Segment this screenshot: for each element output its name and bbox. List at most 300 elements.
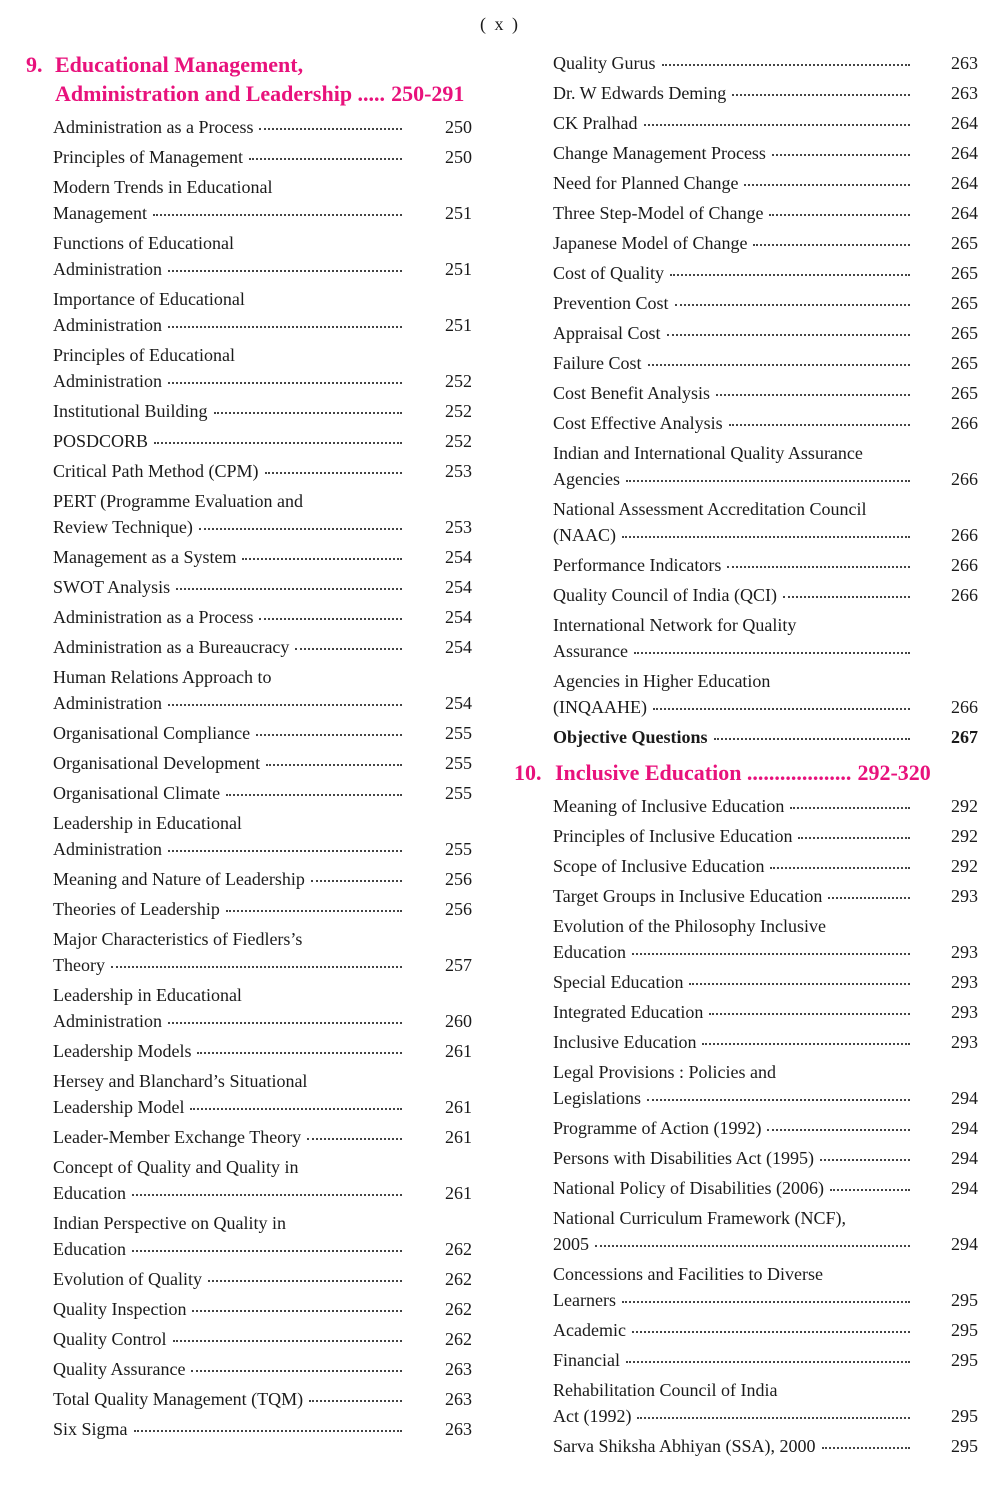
toc-entry-label: Management as a System (53, 547, 237, 567)
toc-entry-label: Review Technique) (53, 517, 193, 537)
toc-entry-page: 250 (445, 117, 472, 137)
toc-entry-page: 255 (445, 753, 472, 773)
toc-entry-page: 255 (445, 783, 472, 803)
toc-entry (26, 342, 482, 394)
dot-leader (709, 1012, 910, 1015)
toc-entry-first-line: Major Characteristics of Fiedlers’s (53, 929, 303, 949)
toc-entry-page: 266 (951, 555, 978, 575)
toc-entry-page: 251 (445, 259, 472, 279)
toc-entry-first-line: Rehabilitation Council of India (553, 1380, 778, 1400)
dot-leader (311, 879, 402, 882)
toc-entry (26, 1154, 482, 1206)
toc-entry-first-line: Hersey and Blanchard’s Situational (53, 1071, 308, 1091)
dot-leader (753, 243, 910, 246)
dot-leader (259, 617, 402, 620)
dot-leader (173, 1339, 403, 1342)
toc-entry-row (53, 574, 482, 600)
toc-entry-row (53, 312, 482, 338)
toc-entry-label: Administration as a Process (53, 117, 254, 137)
toc-entry (26, 428, 482, 454)
dot-leader (168, 849, 402, 852)
toc-entry-label: Legislations (553, 1088, 641, 1108)
toc-entry (26, 286, 482, 338)
toc-entry (514, 290, 984, 316)
toc-entry (514, 1433, 984, 1459)
dot-leader (168, 1021, 402, 1024)
toc-entry (26, 604, 482, 630)
dot-leader (153, 213, 402, 216)
toc-right-column (514, 50, 984, 1463)
dot-leader (190, 1107, 402, 1110)
toc-entry-page: 254 (445, 693, 472, 713)
toc-entry-page: 254 (445, 637, 472, 657)
toc-entry-page: 262 (445, 1329, 472, 1349)
toc-entry (26, 982, 482, 1034)
toc-entry (514, 320, 984, 346)
dot-leader (259, 127, 402, 130)
toc-entry-row (553, 410, 984, 436)
toc-entry-label: Administration (53, 1011, 162, 1031)
dot-leader (168, 325, 402, 328)
toc-entry-page: 261 (445, 1097, 472, 1117)
toc-entry-first-line: Functions of Educational (53, 233, 234, 253)
dot-leader (595, 1244, 910, 1247)
toc-entry-label: Administration as a Process (53, 607, 254, 627)
toc-entry-row (553, 170, 984, 196)
toc-entry (26, 1356, 482, 1382)
toc-entry-row (53, 780, 482, 806)
toc-entry-page: 252 (445, 401, 472, 421)
chapter-number: 10. (514, 760, 542, 785)
toc-entry-label: Organisational Development (53, 753, 261, 773)
toc-entry-row (553, 466, 984, 492)
toc-entry-row (53, 428, 482, 454)
toc-entry-row (553, 110, 984, 136)
toc-entry (514, 668, 984, 720)
toc-entry-label: Need for Planned Change (553, 173, 739, 193)
toc-entry-label: Sarva Shiksha Abhiyan (SSA), 2000 (553, 1436, 816, 1456)
toc-entry (26, 174, 482, 226)
toc-entry-page: 292 (951, 856, 978, 876)
dot-leader (702, 1042, 910, 1045)
dot-leader (622, 535, 910, 538)
toc-entry-page: 266 (951, 525, 978, 545)
dot-leader (226, 793, 402, 796)
toc-entry-row (53, 1266, 482, 1292)
toc-entry-page: 265 (951, 383, 978, 403)
dot-leader (191, 1369, 402, 1372)
toc-entry-row (53, 1180, 482, 1206)
dot-leader (295, 647, 402, 650)
dot-leader (176, 587, 402, 590)
toc-entry-page: 251 (445, 203, 472, 223)
toc-entry-page: 257 (445, 955, 472, 975)
toc-entry (514, 140, 984, 166)
toc-entry-row (53, 896, 482, 922)
toc-entry-row (53, 866, 482, 892)
toc-entry-row (53, 1386, 482, 1412)
toc-entry-first-line: PERT (Programme Evaluation and (53, 491, 304, 511)
dot-leader (714, 737, 911, 740)
toc-entry-label: Target Groups in Inclusive Education (553, 886, 823, 906)
toc-entry (26, 866, 482, 892)
dot-leader (632, 952, 910, 955)
toc-entry-label: CK Pralhad (553, 113, 638, 133)
dot-leader (249, 157, 402, 160)
toc-entry-row (53, 1296, 482, 1322)
toc-entry-row (553, 1403, 984, 1429)
toc-entry-label: Cost Effective Analysis (553, 413, 723, 433)
toc-entry-page: 265 (951, 353, 978, 373)
toc-entry-row (53, 368, 482, 394)
toc-entry (26, 896, 482, 922)
toc-entry-page: 260 (445, 1011, 472, 1031)
toc-entry (514, 496, 984, 548)
toc-entry-row (553, 80, 984, 106)
toc-entry-label: Quality Inspection (53, 1299, 187, 1319)
dot-leader (132, 1193, 402, 1196)
dot-leader (830, 1188, 910, 1191)
toc-entry (514, 170, 984, 196)
toc-entry (26, 1416, 482, 1442)
toc-entry-first-line: Agencies in Higher Education (553, 671, 771, 691)
dot-leader (729, 423, 910, 426)
dot-leader (168, 381, 402, 384)
dot-leader (732, 93, 910, 96)
toc-entry-page: 294 (951, 1234, 978, 1254)
toc-entry-page: 262 (445, 1299, 472, 1319)
toc-entry-page: 263 (445, 1359, 472, 1379)
toc-entry-page: 265 (951, 293, 978, 313)
toc-entry (514, 110, 984, 136)
toc-entry-page: 264 (951, 113, 978, 133)
dot-leader (265, 471, 403, 474)
toc-entry (26, 230, 482, 282)
toc-entry-page: 254 (445, 577, 472, 597)
toc-entry (514, 999, 984, 1025)
toc-entry-page: 295 (951, 1290, 978, 1310)
toc-entry-row (553, 582, 984, 608)
toc-entry (514, 200, 984, 226)
dot-leader (770, 866, 910, 869)
toc-entry-page: 294 (951, 1178, 978, 1198)
toc-entry (514, 1145, 984, 1171)
toc-entry (514, 793, 984, 819)
toc-entry-page: 266 (951, 413, 978, 433)
toc-entry-page: 256 (445, 869, 472, 889)
toc-entry-first-line: Principles of Educational (53, 345, 235, 365)
toc-entry-row (553, 1029, 984, 1055)
toc-entry-list (26, 114, 482, 1442)
toc-entry-page: 264 (951, 143, 978, 163)
toc-entry-list (514, 793, 984, 1459)
dot-leader (637, 1416, 910, 1419)
toc-left-column (26, 50, 482, 1446)
toc-entry-page: 293 (951, 942, 978, 962)
toc-entry-page: 262 (445, 1269, 472, 1289)
toc-entry-page: 264 (951, 203, 978, 223)
toc-entry (26, 810, 482, 862)
dot-leader (647, 1098, 910, 1101)
toc-entry-label: Administration (53, 315, 162, 335)
toc-entry (514, 260, 984, 286)
toc-entry-row (53, 750, 482, 776)
toc-entry-label: Programme of Action (1992) (553, 1118, 762, 1138)
toc-entry-label: Act (1992) (553, 1406, 632, 1426)
toc-entry-label: Theories of Leadership (53, 899, 220, 919)
dot-leader (256, 733, 402, 736)
dot-leader (820, 1158, 910, 1161)
toc-entry-row (53, 544, 482, 570)
dot-leader (828, 896, 910, 899)
toc-entry-page: 262 (445, 1239, 472, 1259)
dot-leader (727, 565, 910, 568)
toc-entry-label: Total Quality Management (TQM) (53, 1389, 304, 1409)
toc-entry (26, 1068, 482, 1120)
toc-entry-label: Organisational Compliance (53, 723, 251, 743)
toc-entry (514, 1175, 984, 1201)
toc-entry (26, 144, 482, 170)
dot-leader (309, 1399, 402, 1402)
toc-entry-page: 266 (951, 469, 978, 489)
dot-leader (266, 763, 402, 766)
toc-entry-label: Administration as a Bureaucracy (53, 637, 290, 657)
toc-entry-first-line: Human Relations Approach to (53, 667, 272, 687)
toc-entry-first-line: International Network for Quality (553, 615, 797, 635)
toc-entry-row (553, 939, 984, 965)
toc-entry-page: 266 (951, 585, 978, 605)
toc-entry-row (553, 320, 984, 346)
toc-entry (514, 1115, 984, 1141)
toc-entry-row (553, 1145, 984, 1171)
toc-entry (514, 724, 984, 750)
toc-entry (514, 582, 984, 608)
dot-leader (168, 703, 402, 706)
toc-entry (514, 1059, 984, 1111)
toc-entry (514, 410, 984, 436)
toc-entry-row (53, 690, 482, 716)
toc-entry-page: 265 (951, 233, 978, 253)
toc-entry-row (53, 634, 482, 660)
toc-entry-row (53, 144, 482, 170)
toc-entry (26, 1326, 482, 1352)
toc-entry-page: 295 (951, 1350, 978, 1370)
toc-entry-label: Prevention Cost (553, 293, 669, 313)
dot-leader (192, 1309, 402, 1312)
toc-entry-row (553, 230, 984, 256)
toc-entry (26, 1386, 482, 1412)
toc-entry-page: 255 (445, 839, 472, 859)
dot-leader (154, 441, 402, 444)
dot-leader (662, 63, 911, 66)
dot-leader (622, 1300, 910, 1303)
toc-entry-first-line: National Assessment Accreditation Council (553, 499, 867, 519)
toc-entry-label: Persons with Disabilities Act (1995) (553, 1148, 814, 1168)
dot-leader (168, 269, 402, 272)
chapter-title-text: Administration and Leadership ..... (55, 81, 386, 106)
toc-entry-row (553, 50, 984, 76)
toc-entry-first-line: Indian Perspective on Quality in (53, 1213, 286, 1233)
toc-entry-label: Quality Control (53, 1329, 167, 1349)
toc-entry-label: SWOT Analysis (53, 577, 171, 597)
toc-entry-row (53, 952, 482, 978)
toc-entry (514, 50, 984, 76)
toc-entry (514, 883, 984, 909)
chapter-title-line2 (26, 79, 482, 108)
toc-entry-label: Leadership Models (53, 1041, 192, 1061)
chapter-page-range: 292-320 (857, 760, 931, 785)
toc-entry-page: 261 (445, 1127, 472, 1147)
dot-leader (670, 273, 910, 276)
toc-entry-row (553, 522, 984, 548)
toc-entry-first-line: Concept of Quality and Quality in (53, 1157, 299, 1177)
toc-entry-page: 267 (951, 727, 978, 747)
chapter-title-line1: Educational Management, (55, 52, 304, 77)
toc-entry-page: 256 (445, 899, 472, 919)
toc-entry-page: 250 (445, 147, 472, 167)
toc-entry-row (553, 200, 984, 226)
toc-entry-row (53, 1416, 482, 1442)
toc-entry-label: Administration (53, 693, 162, 713)
toc-entry-label: Organisational Climate (53, 783, 221, 803)
toc-entry-row (53, 1326, 482, 1352)
toc-entry-row (53, 1356, 482, 1382)
toc-entry (514, 230, 984, 256)
chapter-number: 9. (26, 52, 43, 77)
toc-entry-page: 295 (951, 1436, 978, 1456)
toc-entry-label: Institutional Building (53, 401, 208, 421)
toc-entry (26, 398, 482, 424)
dot-leader (199, 527, 402, 530)
toc-entry (26, 634, 482, 660)
dot-leader (644, 123, 911, 126)
dot-leader (634, 651, 910, 654)
toc-entry (514, 1261, 984, 1313)
toc-entry-row (553, 1287, 984, 1313)
toc-entry-first-line: Concessions and Facilities to Diverse (553, 1264, 823, 1284)
toc-entry-label: Assurance (553, 641, 628, 661)
toc-entry (514, 1347, 984, 1373)
toc-entry (514, 612, 984, 664)
toc-entry-row (53, 836, 482, 862)
toc-entry-page: 254 (445, 547, 472, 567)
toc-entry-first-line: Modern Trends in Educational (53, 177, 273, 197)
toc-entry (26, 574, 482, 600)
dot-leader (716, 393, 910, 396)
toc-entry (514, 552, 984, 578)
toc-entry-row (553, 140, 984, 166)
toc-entry-page: 251 (445, 315, 472, 335)
toc-entry-label: Critical Path Method (CPM) (53, 461, 259, 481)
toc-entry-page: 263 (951, 53, 978, 73)
chapter-heading-9 (26, 50, 482, 108)
toc-entry-row (53, 1008, 482, 1034)
dot-leader (744, 183, 910, 186)
toc-entry-page: 263 (951, 83, 978, 103)
toc-entry-label: National Policy of Disabilities (2006) (553, 1178, 824, 1198)
toc-entry-row (553, 552, 984, 578)
toc-entry-row (53, 114, 482, 140)
toc-entry-label: Education (553, 942, 626, 962)
toc-entry-label: Six Sigma (53, 1419, 128, 1439)
toc-entry-page: 252 (445, 371, 472, 391)
toc-entry-row (553, 1433, 984, 1459)
toc-entry-label: Management (53, 203, 147, 223)
toc-entry-row (553, 969, 984, 995)
toc-entry-row (553, 380, 984, 406)
chapter-heading-10 (514, 758, 984, 787)
toc-entry-row (553, 724, 984, 750)
toc-entry (26, 488, 482, 540)
toc-entry-page: 293 (951, 972, 978, 992)
toc-entry-row (53, 1236, 482, 1262)
toc-entry-page: 293 (951, 1002, 978, 1022)
dot-leader (632, 1330, 910, 1333)
dot-leader (197, 1051, 402, 1054)
toc-entry (514, 350, 984, 376)
toc-entry (26, 926, 482, 978)
dot-leader (111, 965, 402, 968)
toc-entry-label: Scope of Inclusive Education (553, 856, 765, 876)
toc-entry-label: Cost Benefit Analysis (553, 383, 710, 403)
dot-leader (689, 982, 910, 985)
toc-entry-row (553, 694, 984, 720)
toc-entry (26, 1038, 482, 1064)
toc-entry (514, 440, 984, 492)
toc-entry-row (553, 1115, 984, 1141)
toc-entry-page: 261 (445, 1183, 472, 1203)
dot-leader (648, 363, 911, 366)
toc-entry-first-line: Importance of Educational (53, 289, 245, 309)
toc-entry-row (553, 638, 984, 664)
chapter-page-range: 250-291 (391, 81, 465, 106)
dot-leader (675, 303, 911, 306)
dot-leader (798, 836, 910, 839)
toc-entry (514, 913, 984, 965)
toc-entry-row (553, 823, 984, 849)
toc-entry-label: Education (53, 1239, 126, 1259)
toc-entry-label: Japanese Model of Change (553, 233, 748, 253)
dot-leader (626, 1360, 910, 1363)
dot-leader (822, 1446, 911, 1449)
dot-leader (132, 1249, 402, 1252)
toc-entry (26, 750, 482, 776)
toc-entry (514, 1029, 984, 1055)
dot-leader (653, 707, 910, 710)
toc-entry-list (514, 50, 984, 750)
toc-entry-label: Appraisal Cost (553, 323, 661, 343)
toc-entry-label: Change Management Process (553, 143, 766, 163)
toc-entry-page: 263 (445, 1389, 472, 1409)
toc-entry-row (53, 514, 482, 540)
toc-entry-page: 293 (951, 886, 978, 906)
toc-entry (26, 720, 482, 746)
dot-leader (226, 909, 402, 912)
toc-entry-label: Integrated Education (553, 1002, 704, 1022)
toc-entry-label: Inclusive Education (553, 1032, 697, 1052)
dot-leader (783, 595, 910, 598)
toc-entry-row (553, 290, 984, 316)
toc-entry-page: 294 (951, 1118, 978, 1138)
toc-entry-row (53, 1124, 482, 1150)
chapter-title-line (514, 758, 984, 787)
toc-entry (26, 1296, 482, 1322)
toc-entry-page: 292 (951, 826, 978, 846)
toc-entry (514, 1377, 984, 1429)
toc-entry-label: (NAAC) (553, 525, 616, 545)
dot-leader (772, 153, 910, 156)
toc-entry-label: 2005 (553, 1234, 589, 1254)
